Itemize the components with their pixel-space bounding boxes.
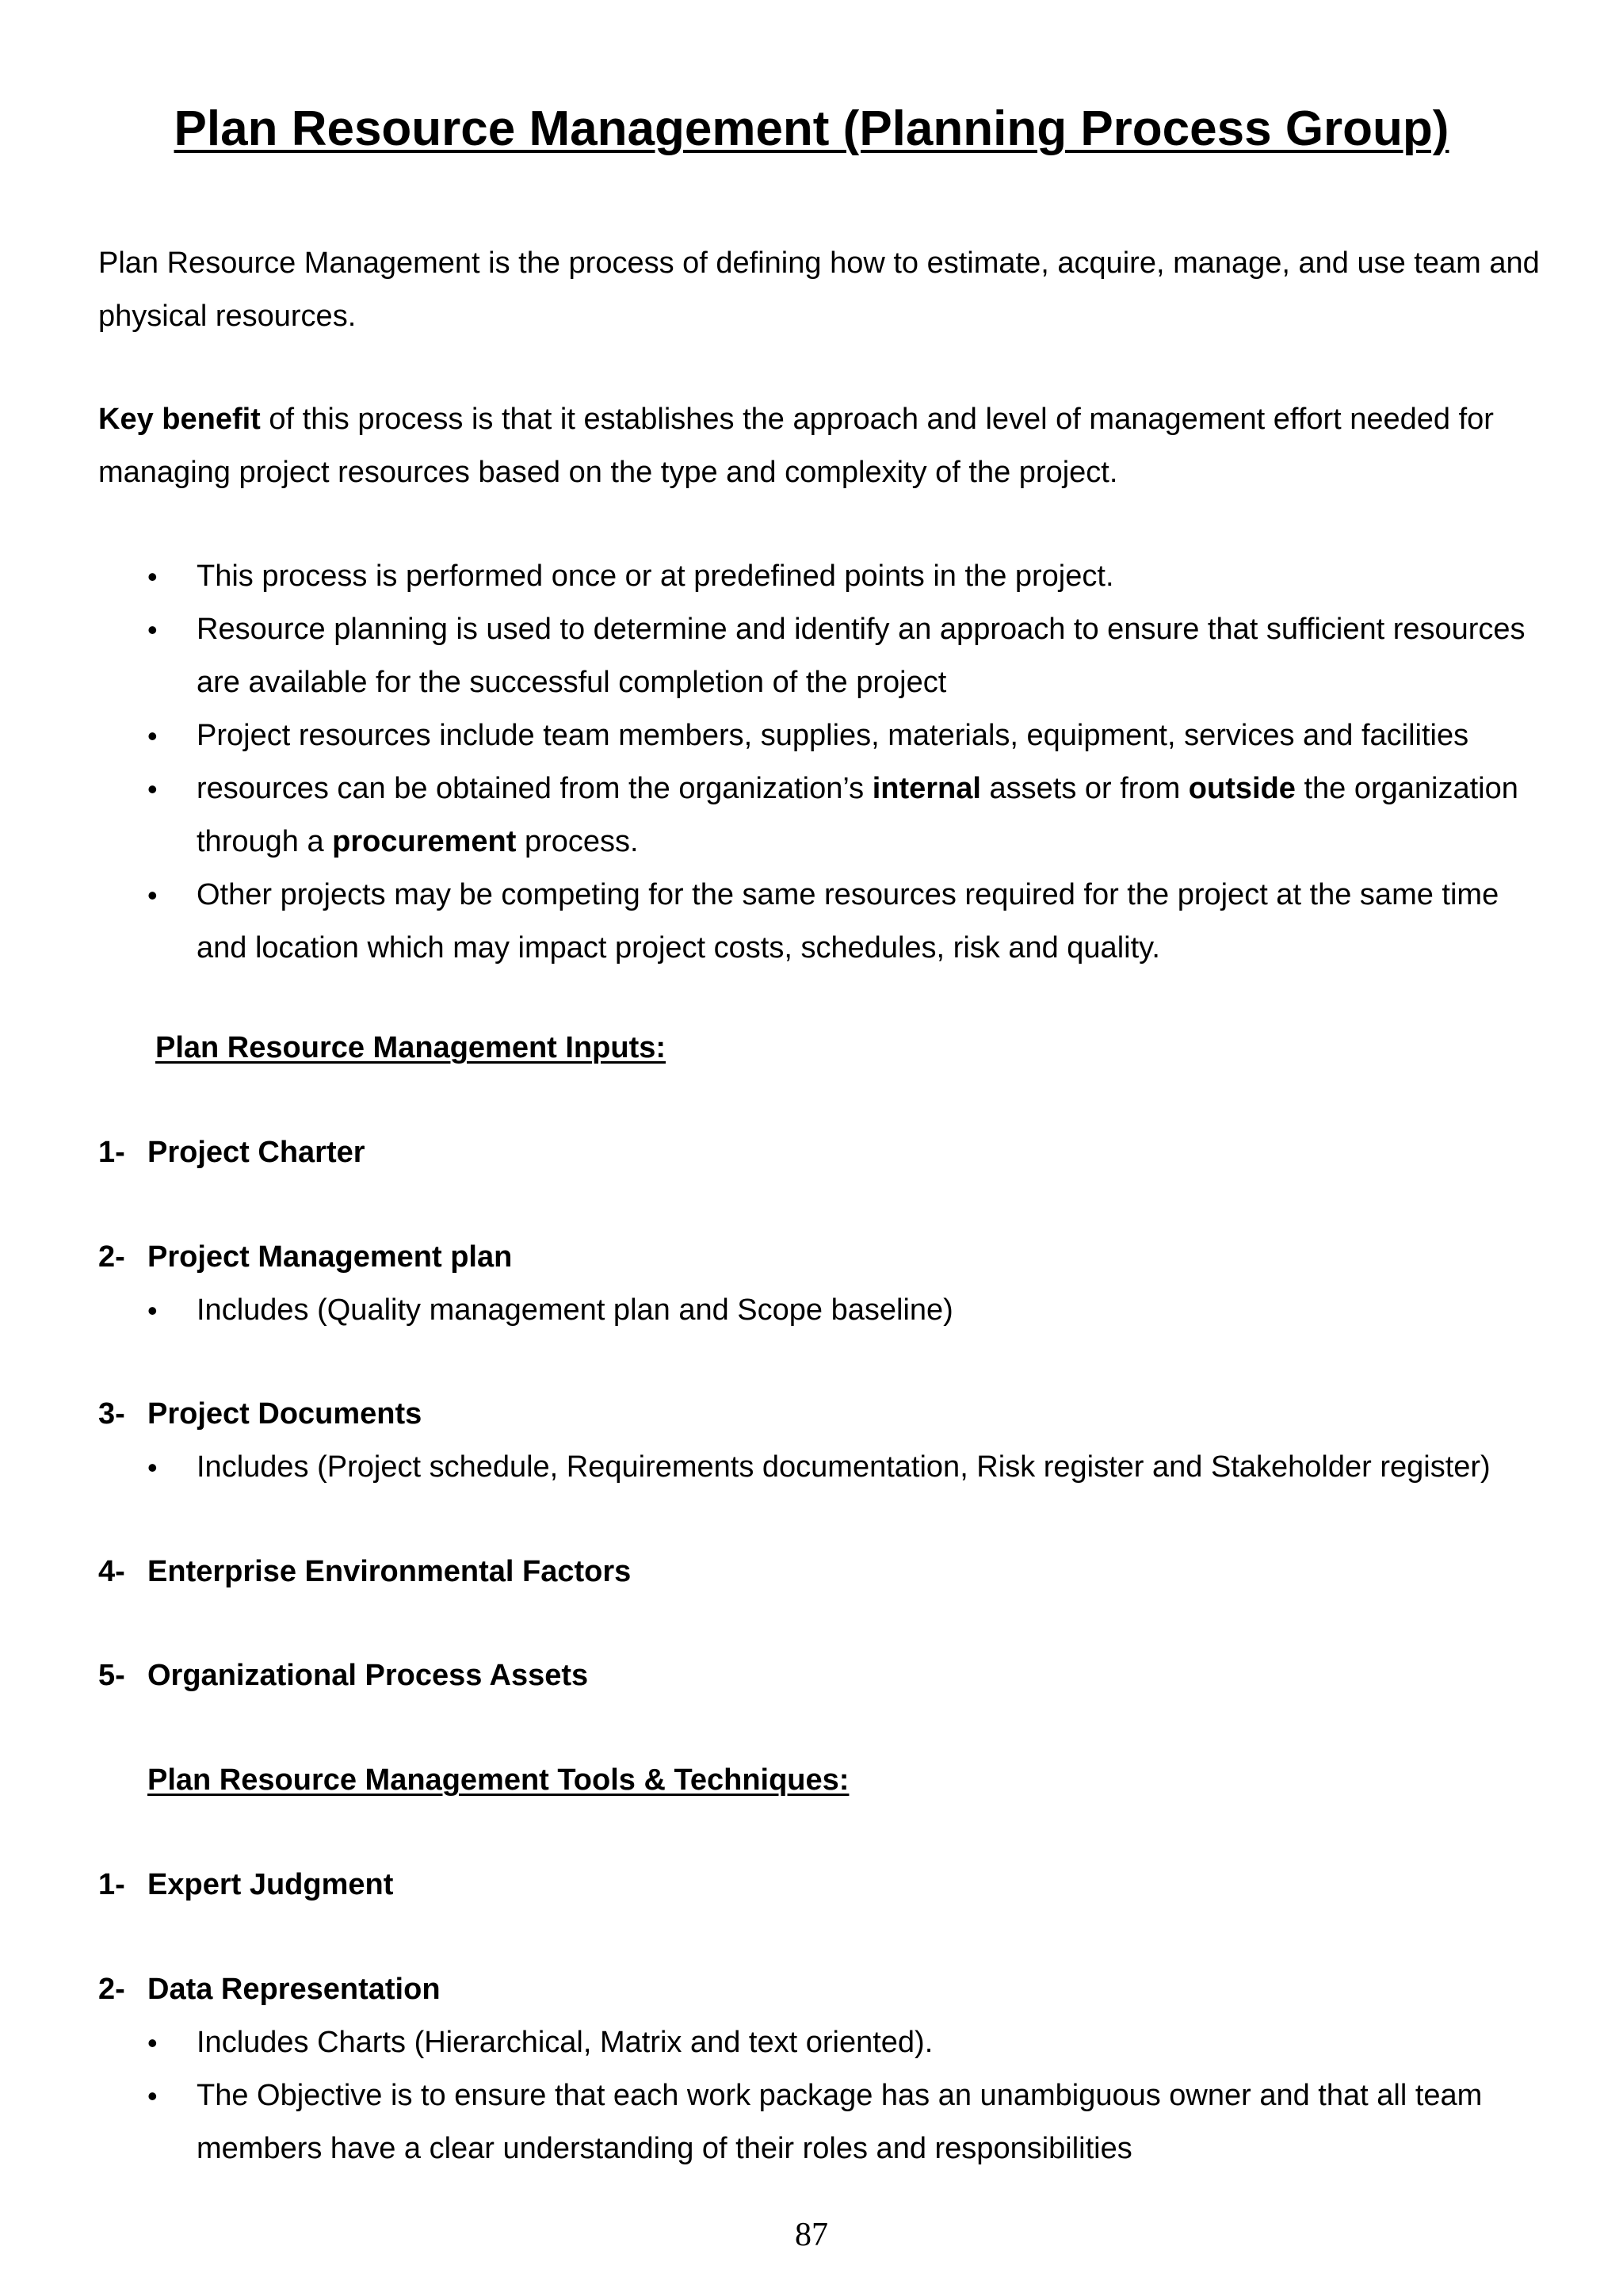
list-item: • Other projects may be competing for the same resources required for the project at the same time and location which may impact project costs, schedules, risk and quality. [98,869,1549,975]
bullet-icon: • [147,613,158,646]
tool-item-data-representation: 2- Data Representation [98,1973,441,2006]
page-title: Plan Resource Management (Planning Process Group) [174,101,1449,156]
list-item: • This process is performed once or at predefined points in the project. [98,550,1549,603]
key-benefit-label: Key benefit [98,403,261,436]
inputs-heading: Plan Resource Management Inputs: [155,1031,666,1064]
input-item-project-management-plan: 2- Project Management plan [98,1240,513,1274]
tool-note-objective: • The Objective is to ensure that each work package has an unambiguous owner and that all team members have a clear understanding of their roles and responsibilities [197,2069,1549,2176]
bullet-icon: • [147,879,158,911]
key-benefit-paragraph [98,393,1549,499]
input-item-project-documents: 3- Project Documents [98,1397,422,1431]
process-notes-list [98,550,1549,975]
list-item: • Resource planning is used to determine and identify an approach to ensure that sufficient resources are available for the successful completion of the project [98,603,1549,709]
bullet-icon: • [147,2027,158,2059]
input-item-eef: 4- Enterprise Environmental Factors [98,1555,632,1588]
key-benefit-text: of this process is that it establishes the approach and level of management effort needed for managing project resources based on the type and complexity of the project. [98,403,1494,489]
tool-item-expert-judgment: 1- Expert Judgment [98,1868,394,1901]
bullet-icon: • [147,2080,158,2112]
page-number: 87 [795,2217,828,2253]
tool-note-charts: • Includes Charts (Hierarchical, Matrix and text oriented). [197,2016,1549,2069]
intro-paragraph: Plan Resource Management is the process of defining how to estimate, acquire, manage, and use team and physical resources. [98,246,1540,333]
input-note-project-documents: • Includes (Project schedule, Requirements documentation, Risk register and Stakeholder register) [197,1441,1549,1494]
bullet-icon: • [147,1451,158,1484]
bullet-icon: • [147,560,158,593]
list-item: • Project resources include team members, supplies, materials, equipment, services and facilities [98,709,1549,762]
bullet-icon: • [147,1294,158,1327]
list-item: • resources can be obtained from the organization’s internal assets or from outside the organization through a procurement process. [98,762,1549,869]
input-item-project-charter: 1- Project Charter [98,1136,365,1169]
input-note-pm-plan: • Includes (Quality management plan and Scope baseline) [197,1284,1549,1337]
bullet-icon: • [147,720,158,752]
tools-heading: Plan Resource Management Tools & Techniques: [147,1763,850,1797]
input-item-opa: 5- Organizational Process Assets [98,1659,589,1692]
bullet-icon: • [147,773,158,805]
